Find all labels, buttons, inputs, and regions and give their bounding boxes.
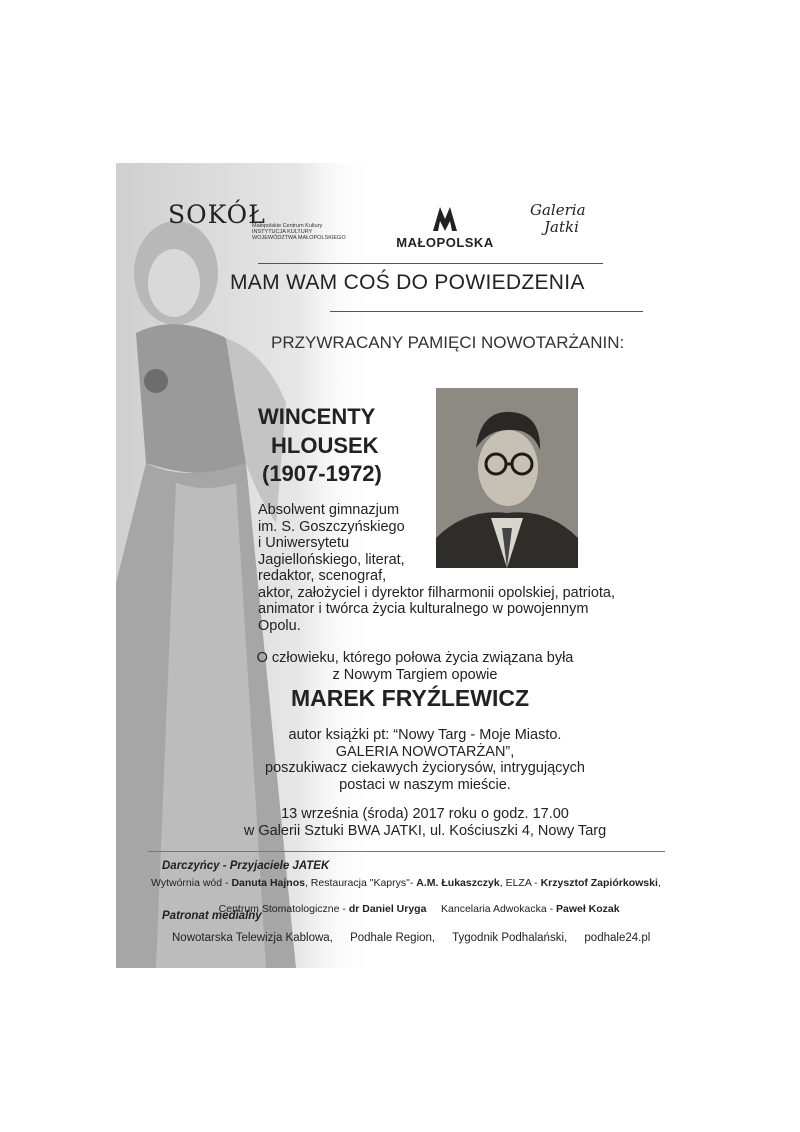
bio-line: aktor, założyciel i dyrektor filharmonii opolskiej, patriota,: [258, 584, 616, 601]
sponsor-name: Krzysztof Zapiórkowski: [540, 877, 658, 889]
malopolska-mountain-icon: [430, 203, 460, 233]
poster-subheadline: PRZYWRACANY PAMIĘCI NOWOTARŻANIN:: [271, 333, 625, 352]
person-last-name: HLOUSEK: [271, 433, 379, 458]
book-line: poszukiwacz ciekawych życiorysów, intrygujących: [265, 760, 585, 776]
speaker-intro: [255, 650, 575, 683]
speaker-name: MAREK FRYŹLEWICZ: [290, 685, 530, 711]
bio-line: animator i twórca życia kulturalnego w powojennym: [258, 601, 589, 617]
sponsors-row-1: [151, 877, 661, 890]
person-years: (1907-1972): [262, 461, 382, 486]
speaker-description: [255, 727, 595, 793]
sponsor-name: Paweł Kozak: [556, 903, 620, 915]
bio-line: Opolu.: [258, 617, 301, 634]
bio-line: im. S. Goszczyńskiego: [258, 518, 405, 535]
media-patrons-list: [172, 932, 664, 944]
intro-line: z Nowym Targiem opowie: [332, 666, 498, 683]
sokol-subtitle-line: Małopolskie Centrum Kultury: [252, 223, 323, 229]
book-line: postaci w naszym mieście.: [339, 776, 511, 793]
event-date-place: [230, 806, 620, 839]
sponsor-name: Danuta Hajnos: [231, 877, 305, 889]
media-patron: Tygodnik Podhalański,: [452, 932, 568, 944]
bio-line: Jagiellońskiego, literat,: [258, 551, 405, 568]
bio-line: redaktor, scenograf,: [258, 568, 387, 584]
sokol-logo-wordmark: SOKÓŁ: [168, 200, 266, 229]
sokol-subtitle-line: INSTYTUCJA KULTURY: [252, 229, 313, 235]
media-patron: podhale24.pl: [584, 932, 651, 944]
biography: [258, 502, 658, 634]
media-patron: Podhale Region,: [350, 932, 436, 944]
poster-headline: MAM WAM COŚ DO POWIEDZENIA: [230, 271, 585, 294]
footer-rule: [148, 851, 665, 852]
sponsor-text: , ELZA -: [499, 877, 541, 889]
media-patron: Nowotarska Telewizja Kablowa,: [172, 932, 333, 944]
galeria-jatki-logo-text: [530, 202, 586, 236]
sponsor-text: Kancelaria Adwokacka -: [426, 903, 556, 915]
sponsor-text: Wytwórnia wód -: [151, 877, 232, 889]
bio-line: i Uniwersytetu: [258, 535, 350, 551]
sokol-subtitle-line: WOJEWÓDZTWA MAŁOPOLSKIEGO: [252, 235, 346, 241]
book-line: autor książki pt: “Nowy Targ - Moje Miasto.: [288, 727, 562, 743]
sponsor-text: ,: [657, 877, 661, 889]
event-place: w Galerii Sztuki BWA JATKI, ul. Kościuszki 4, Nowy Targ: [243, 822, 607, 839]
sponsor-name: dr Daniel Uryga: [348, 903, 427, 915]
galeria-logo-line: Galeria: [530, 201, 586, 219]
sponsors-heading: Darczyńcy - Przyjaciele JATEK: [162, 860, 330, 872]
malopolska-logo: [395, 201, 495, 251]
sokol-logo: [168, 200, 373, 246]
media-patrons-heading: Patronat medialny: [162, 910, 262, 922]
sponsor-text: Centrum Stomatologiczne -: [218, 903, 349, 915]
header-rule-top: [258, 263, 603, 264]
intro-line: O człowieku, którego połowa życia związana była: [256, 650, 574, 666]
galeria-jatki-logo: [518, 198, 598, 244]
sponsor-name: A.M. Łukaszczyk: [416, 877, 500, 889]
book-line: GALERIA NOWOTARŻAN”,: [335, 743, 515, 760]
sokol-logo-subtitle: [252, 223, 372, 241]
event-date: 13 września (środa) 2017 roku o godz. 17.00: [281, 806, 569, 822]
malopolska-logo-text: MAŁOPOLSKA: [396, 235, 494, 250]
header-rule-bottom: [330, 311, 643, 312]
galeria-logo-line: Jatki: [544, 218, 579, 236]
bio-line: Absolwent gimnazjum: [258, 502, 400, 518]
person-first-name: WINCENTY: [258, 404, 376, 429]
sponsor-text: , Restauracja "Kaprys"-: [304, 877, 417, 889]
